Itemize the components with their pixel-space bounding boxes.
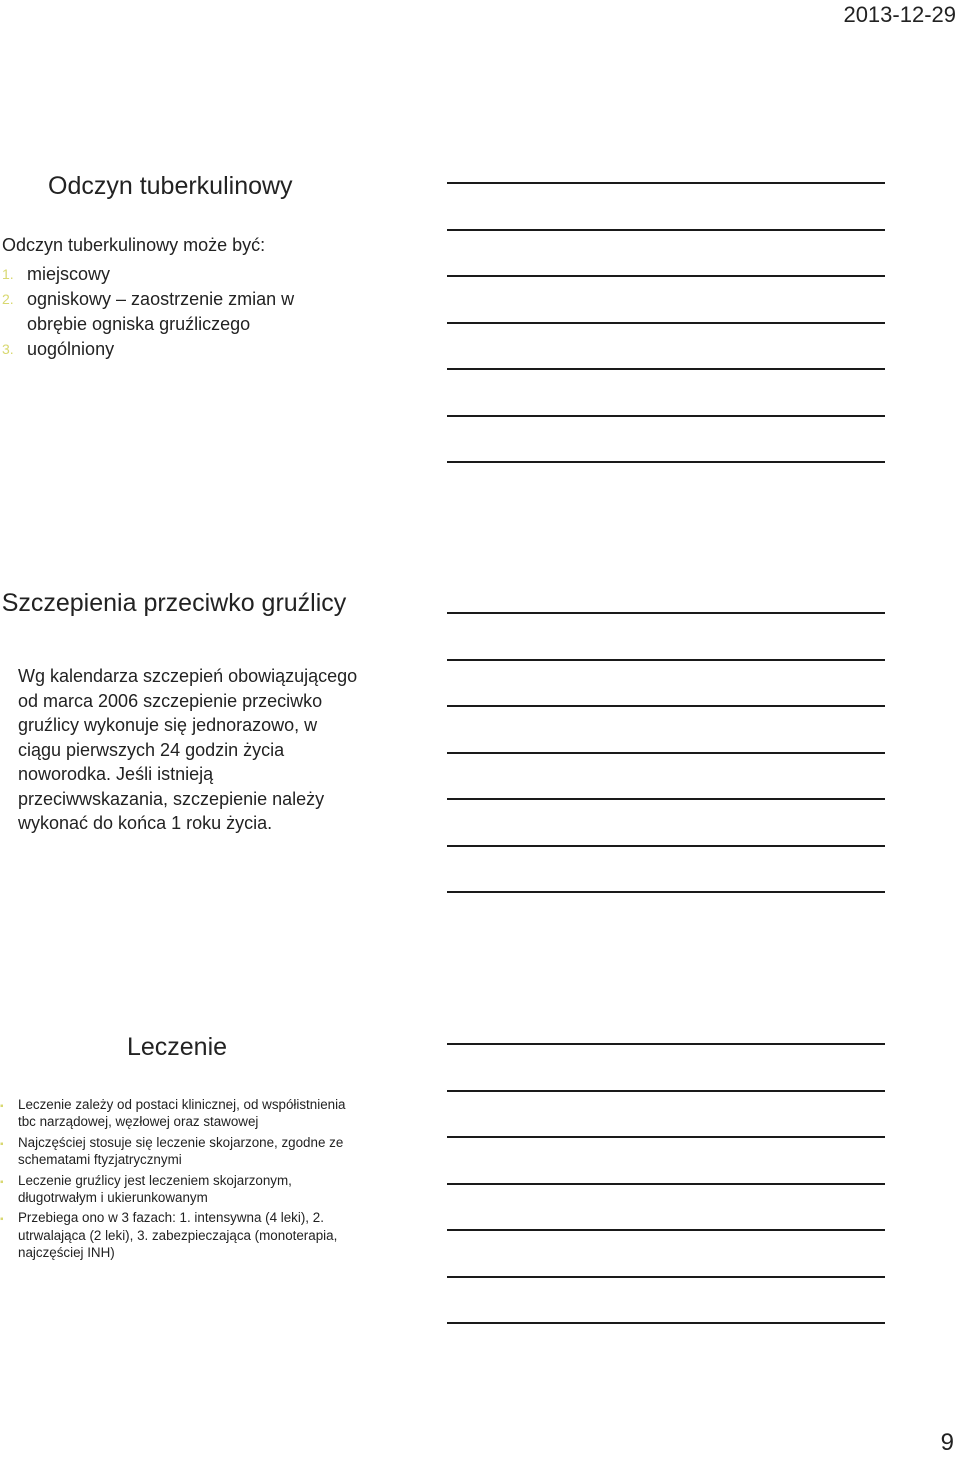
bullet-icon: ▪ xyxy=(0,1101,4,1112)
notes-lines-slide2 xyxy=(447,612,885,938)
bullet-icon: ▪ xyxy=(0,1138,4,1150)
note-line xyxy=(447,275,885,277)
note-line xyxy=(447,1043,885,1045)
slide2-title: Szczepienia przeciwko gruźlicy xyxy=(1,589,347,617)
list-item xyxy=(0,1172,365,1207)
list-item-text: ogniskowy – zaostrzenie zmian w obrębie ogniska gruźliczego xyxy=(27,289,295,334)
note-line xyxy=(447,368,885,370)
note-line xyxy=(447,182,885,184)
note-line xyxy=(447,705,885,707)
list-number: 1. xyxy=(2,266,14,282)
print-date: 2013-12-29 xyxy=(843,2,956,27)
note-line xyxy=(447,798,885,800)
note-line xyxy=(447,752,885,754)
note-line xyxy=(447,322,885,324)
list-number: 3. xyxy=(2,341,14,357)
note-line xyxy=(447,1229,885,1231)
slide2-body: Wg kalendarza szczepień obowiązującego od marca 2006 szczepienie przeciwko gruźlicy wykonuje się jednorazowo, w ciągu pierwszych 24 godzin życia noworodka. Jeśli istnieją przeciwwskazania, szczepienie należy wykonać do końca 1 roku życia. xyxy=(18,666,358,833)
list-item xyxy=(0,1134,365,1169)
slide1-list xyxy=(2,262,332,362)
slide1-title: Odczyn tuberkulinowy xyxy=(48,172,293,200)
note-line xyxy=(447,891,885,893)
notes-lines-slide3 xyxy=(447,1043,885,1369)
list-item-text: Leczenie gruźlicy jest leczeniem skojarzonym, długotrwałym i ukierunkowanym xyxy=(18,1172,292,1206)
page-number: 9 xyxy=(940,1429,954,1456)
note-line xyxy=(447,659,885,661)
note-line xyxy=(447,461,885,463)
note-line xyxy=(447,612,885,614)
list-item xyxy=(2,287,332,337)
notes-lines-slide1 xyxy=(447,182,885,508)
list-item-text: Najczęściej stosuje się leczenie skojarzone, zgodne ze schematami ftyzjatrycznymi xyxy=(18,1134,344,1168)
note-line xyxy=(447,1090,885,1092)
note-line xyxy=(447,1136,885,1138)
note-line xyxy=(447,845,885,847)
list-item-text: uogólniony xyxy=(27,339,115,359)
list-item-text: miejscowy xyxy=(27,264,111,284)
note-line xyxy=(447,415,885,417)
list-item xyxy=(2,262,332,287)
list-item xyxy=(0,1096,365,1131)
list-item-text: Przebiega ono w 3 fazach: 1. intensywna (4 leki), 2. utrwalająca (2 leki), 3. zabezpieczająca (monoterapia, najczęściej INH) xyxy=(18,1210,338,1261)
note-line xyxy=(447,1276,885,1278)
bullet-icon: ▪ xyxy=(0,1176,4,1188)
note-line xyxy=(447,1183,885,1185)
slide1-intro: Odczyn tuberkulinowy może być: xyxy=(2,235,266,255)
slide3-title: Leczenie xyxy=(126,1033,228,1061)
slide3-list xyxy=(0,1096,365,1265)
note-line xyxy=(447,229,885,231)
list-item-text: Leczenie zależy od postaci klinicznej, od współistnienia tbc narządowej, węzłowej oraz stawowej xyxy=(18,1097,346,1130)
note-line xyxy=(447,1322,885,1324)
list-number: 2. xyxy=(2,291,14,307)
list-item xyxy=(2,337,332,362)
bullet-icon: ▪ xyxy=(0,1214,4,1226)
list-item xyxy=(0,1209,365,1261)
